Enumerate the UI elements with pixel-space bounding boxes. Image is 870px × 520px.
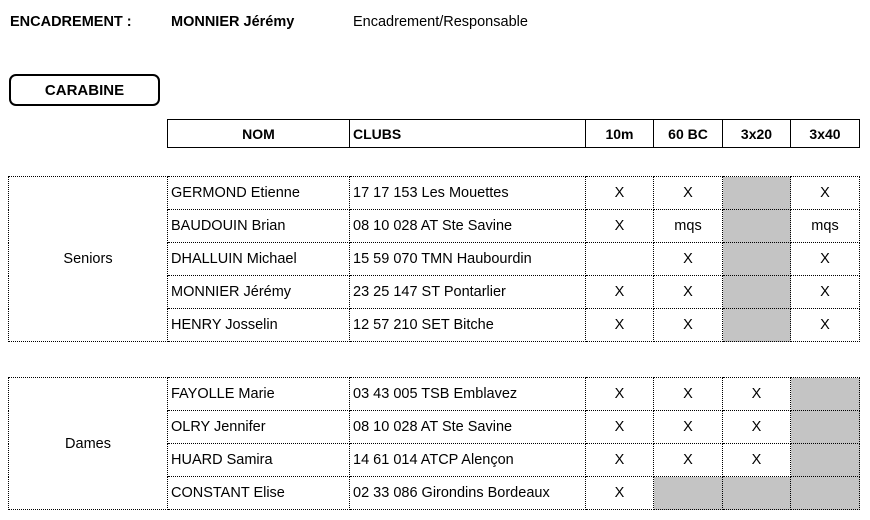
mark-10m: X: [586, 210, 654, 243]
athlete-club: 08 10 028 AT Ste Savine: [350, 411, 586, 444]
athlete-name: BAUDOUIN Brian: [168, 210, 350, 243]
athlete-club: 02 33 086 Girondins Bordeaux: [350, 477, 586, 510]
mark-60bc: X: [654, 378, 723, 411]
category-label: Dames: [9, 378, 168, 510]
mark-60bc: X: [654, 177, 723, 210]
athlete-club: 17 17 153 Les Mouettes: [350, 177, 586, 210]
athlete-name: HENRY Josselin: [168, 309, 350, 342]
mark-10m: X: [586, 276, 654, 309]
athlete-name: FAYOLLE Marie: [168, 378, 350, 411]
athlete-club: 23 25 147 ST Pontarlier: [350, 276, 586, 309]
col-3x40: 3x40: [791, 120, 860, 148]
col-clubs: CLUBS: [350, 120, 586, 148]
athlete-name: GERMOND Etienne: [168, 177, 350, 210]
discipline-box: CARABINE: [9, 74, 160, 106]
athlete-name: OLRY Jennifer: [168, 411, 350, 444]
mark-3x20: [723, 477, 791, 510]
mark-3x40: X: [791, 243, 860, 276]
table-row: [9, 177, 860, 210]
table-row: [9, 378, 860, 411]
group-dames: [8, 377, 860, 510]
mark-3x20: X: [723, 411, 791, 444]
mark-3x20: [723, 309, 791, 342]
athlete-club: 08 10 028 AT Ste Savine: [350, 210, 586, 243]
col-nom: NOM: [168, 120, 350, 148]
mark-3x40: [791, 411, 860, 444]
mark-10m: [586, 243, 654, 276]
group-seniors: [8, 176, 860, 342]
mark-3x40: X: [791, 309, 860, 342]
encadrement-name: MONNIER Jérémy: [171, 14, 295, 30]
mark-3x20: [723, 276, 791, 309]
mark-3x40: [791, 378, 860, 411]
encadrement-role: Encadrement/Responsable: [353, 14, 528, 30]
mark-10m: X: [586, 477, 654, 510]
mark-60bc: X: [654, 276, 723, 309]
mark-3x20: X: [723, 378, 791, 411]
mark-10m: X: [586, 444, 654, 477]
category-label: Seniors: [9, 177, 168, 342]
mark-10m: X: [586, 309, 654, 342]
mark-60bc: mqs: [654, 210, 723, 243]
athlete-club: 12 57 210 SET Bitche: [350, 309, 586, 342]
athlete-name: MONNIER Jérémy: [168, 276, 350, 309]
mark-3x40: [791, 477, 860, 510]
mark-3x40: mqs: [791, 210, 860, 243]
mark-3x20: [723, 243, 791, 276]
athlete-club: 14 61 014 ATCP Alençon: [350, 444, 586, 477]
col-3x20: 3x20: [723, 120, 791, 148]
mark-10m: X: [586, 177, 654, 210]
athlete-club: 03 43 005 TSB Emblavez: [350, 378, 586, 411]
mark-3x40: X: [791, 276, 860, 309]
mark-60bc: X: [654, 411, 723, 444]
mark-3x40: [791, 444, 860, 477]
mark-3x20: X: [723, 444, 791, 477]
mark-60bc: X: [654, 243, 723, 276]
col-60bc: 60 BC: [654, 120, 723, 148]
mark-60bc: X: [654, 444, 723, 477]
athlete-name: HUARD Samira: [168, 444, 350, 477]
mark-60bc: X: [654, 309, 723, 342]
athlete-club: 15 59 070 TMN Haubourdin: [350, 243, 586, 276]
col-10m: 10m: [586, 120, 654, 148]
mark-60bc: [654, 477, 723, 510]
mark-3x20: [723, 177, 791, 210]
encadrement-label: ENCADREMENT :: [10, 14, 132, 30]
athlete-name: CONSTANT Elise: [168, 477, 350, 510]
athlete-name: DHALLUIN Michael: [168, 243, 350, 276]
mark-10m: X: [586, 411, 654, 444]
mark-10m: X: [586, 378, 654, 411]
mark-3x20: [723, 210, 791, 243]
mark-3x40: X: [791, 177, 860, 210]
column-header: [167, 119, 860, 148]
